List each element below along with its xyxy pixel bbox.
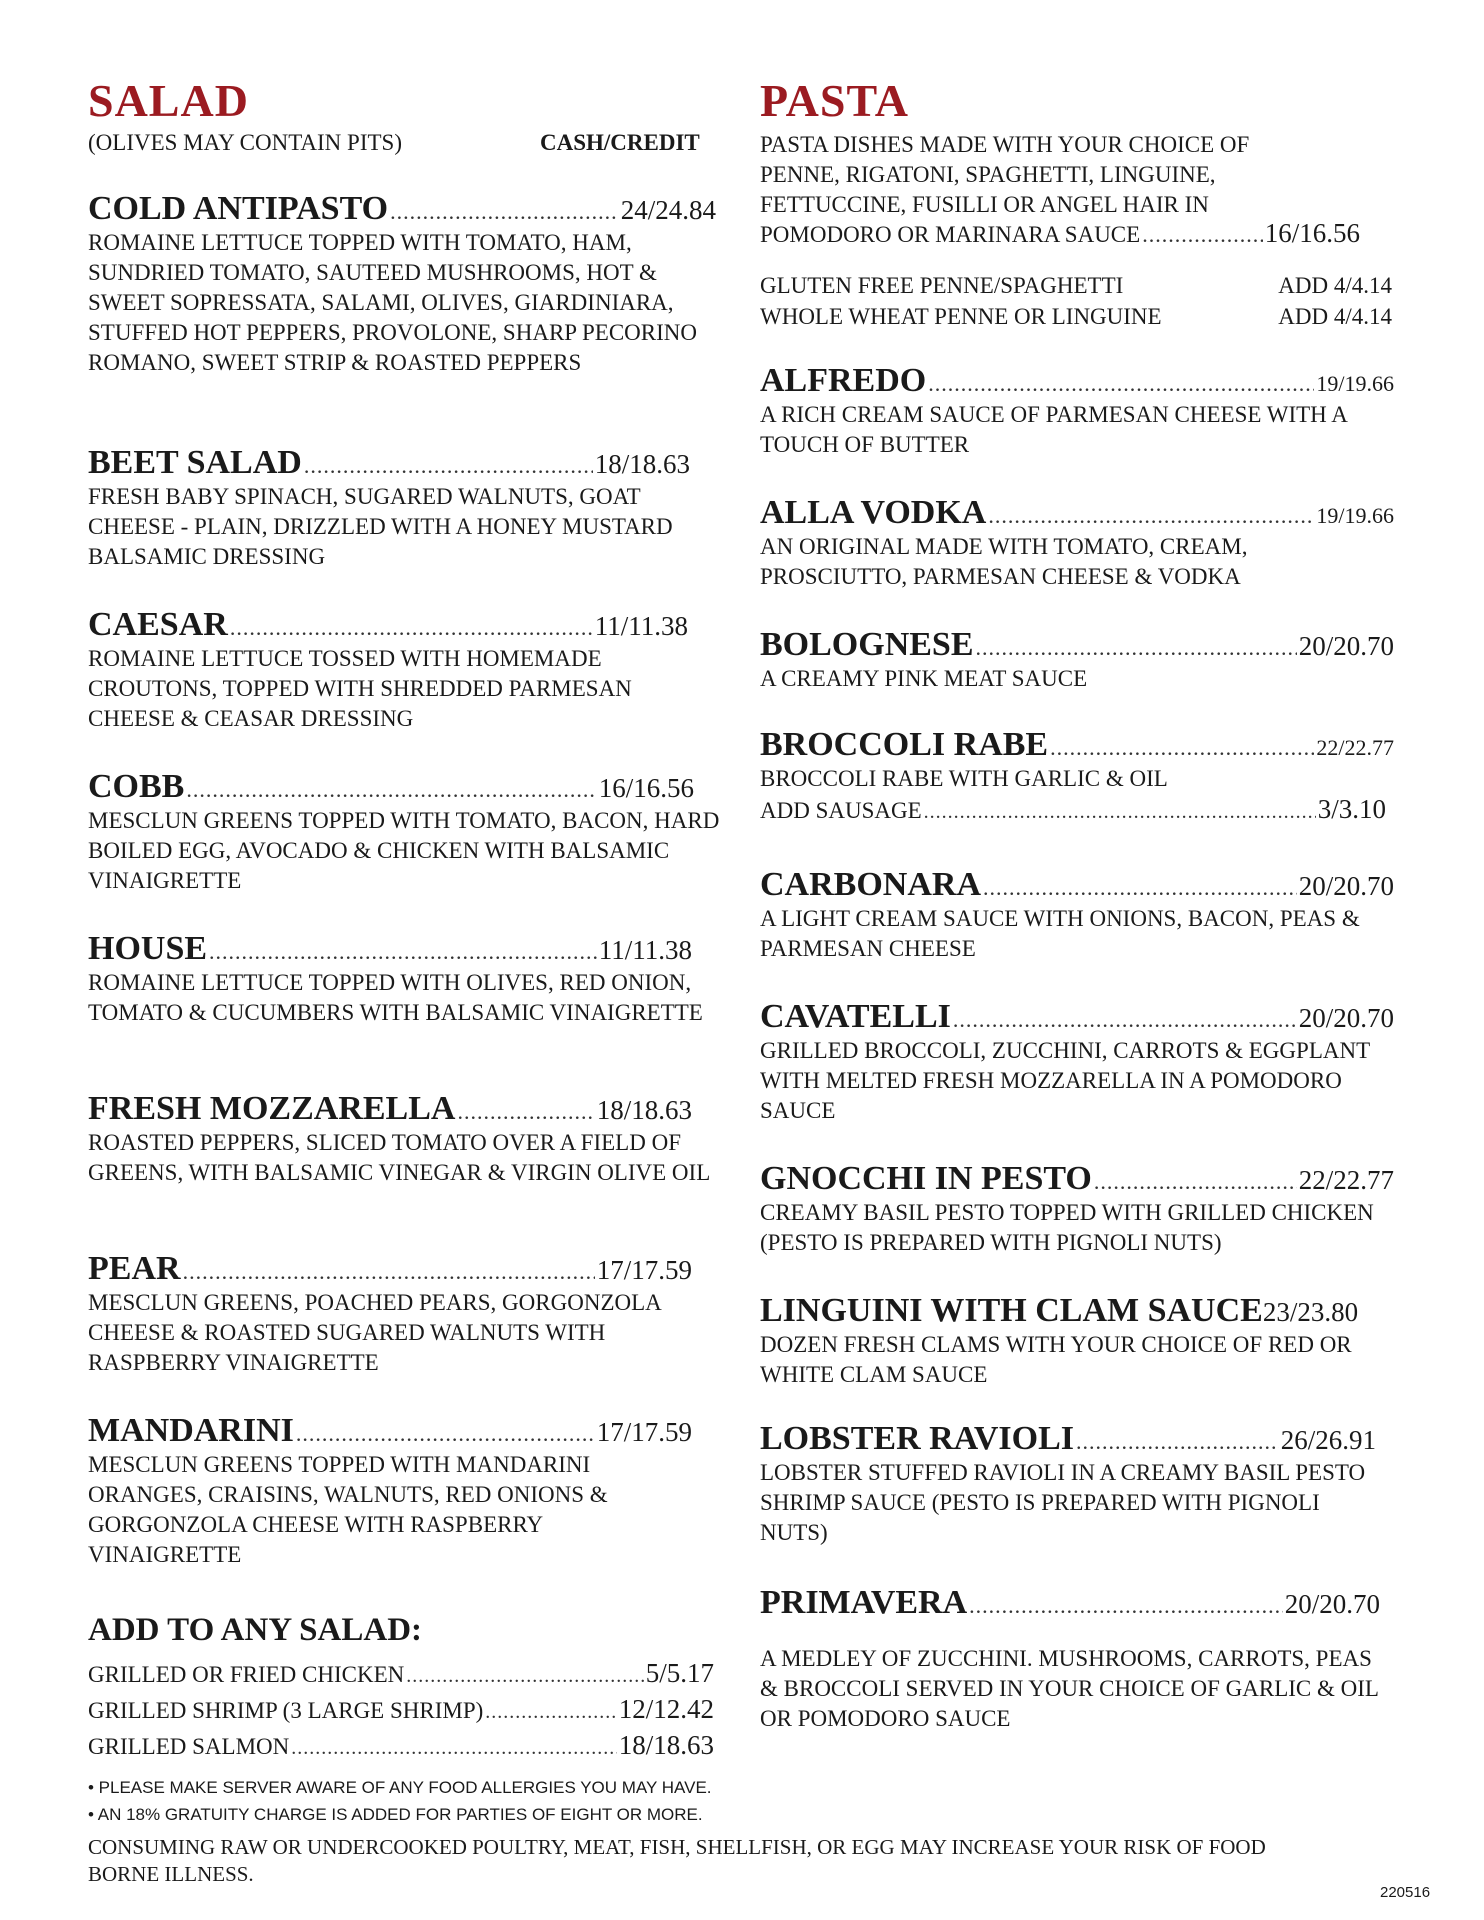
menu-item — [760, 1584, 1380, 1734]
addon-name: GRILLED SALMON — [88, 1734, 290, 1759]
salad-title: SALAD — [88, 75, 249, 126]
menu-item — [88, 1090, 711, 1188]
dot-leader — [186, 777, 596, 803]
item-price: 26/26.91 — [1280, 1425, 1376, 1455]
item-price: 20/20.70 — [1298, 871, 1394, 901]
item-price: 18/18.63 — [594, 449, 690, 479]
option-row — [760, 301, 1392, 332]
dot-leader — [230, 615, 593, 641]
dot-leader — [209, 939, 597, 965]
addons-list — [88, 1658, 714, 1766]
item-name: FRESH MOZZARELLA — [88, 1090, 456, 1127]
addon-price: 12/12.42 — [618, 1694, 714, 1724]
item-price: 22/22.77 — [1316, 735, 1394, 760]
item-header — [88, 190, 716, 228]
dot-leader — [1094, 1169, 1297, 1195]
item-name: BROCCOLI RABE — [760, 726, 1049, 763]
menu-item — [760, 1420, 1376, 1548]
menu-item — [88, 444, 690, 572]
dot-leader — [953, 1007, 1297, 1033]
item-description: MESCLUN GREENS, POACHED PEARS, GORGONZOLA CHEESE & ROASTED SUGARED WALNUTS WITH RASPBERRY VINAIGRETTE — [88, 1290, 661, 1375]
addon-name: GRILLED SHRIMP (3 LARGE SHRIMP) — [88, 1698, 484, 1723]
item-description: LOBSTER STUFFED RAVIOLI IN A CREAMY BASIL PESTO SHRIMP SAUCE (PESTO IS PREPARED WITH PIGNOLI NUTS) — [760, 1460, 1366, 1545]
dot-leader — [1076, 1429, 1279, 1455]
item-description: A CREAMY PINK MEAT SAUCE — [760, 666, 1088, 691]
item-description: AN ORIGINAL MADE WITH TOMATO, CREAM, PROSCIUTTO, PARMESAN CHEESE & VODKA — [760, 534, 1248, 589]
item-name: CAVATELLI — [760, 998, 951, 1035]
addon-price: 18/18.63 — [618, 1730, 714, 1760]
extra-label: ADD SAUSAGE — [760, 798, 922, 823]
item-price: 11/11.38 — [594, 611, 688, 641]
item-description: BROCCOLI RABE WITH GARLIC & OIL — [760, 766, 1168, 791]
item-name: PRIMAVERA — [760, 1584, 968, 1621]
pasta-intro: PASTA DISHES MADE WITH YOUR CHOICE OF PENNE, RIGATONI, SPAGHETTI, LINGUINE, FETTUCCINE, FUSILLI OR ANGEL HAIR IN — [760, 132, 1250, 217]
item-name: LOBSTER RAVIOLI — [760, 1420, 1074, 1457]
dot-leader — [1050, 735, 1314, 761]
pasta-title: PASTA — [760, 75, 909, 126]
item-price: 22/22.77 — [1298, 1165, 1394, 1195]
dot-leader — [924, 801, 1316, 824]
dot-leader — [969, 1593, 1283, 1619]
option-price: ADD 4/4.14 — [1278, 304, 1392, 329]
item-header — [88, 1412, 692, 1450]
addon-row — [88, 1658, 714, 1694]
extra-price: 3/3.10 — [1317, 794, 1386, 824]
menu-item — [760, 1160, 1394, 1258]
addons-title: ADD TO ANY SALAD: — [88, 1612, 423, 1648]
item-price: 19/19.66 — [1316, 371, 1394, 396]
item-name: ALFREDO — [760, 362, 927, 399]
item-description: A MEDLEY OF ZUCCHINI. MUSHROOMS, CARROTS, PEAS & BROCCOLI SERVED IN YOUR CHOICE OF GARLIC & OIL OR POMODORO SAUCE — [760, 1646, 1379, 1731]
option-row — [760, 270, 1392, 301]
item-price: 19/19.66 — [1316, 503, 1394, 528]
food-safety-warning: CONSUMING RAW OR UNDERCOOKED POULTRY, MEAT, FISH, SHELLFISH, OR EGG MAY INCREASE YOUR RISK OF FOOD BORNE ILLNESS. — [88, 1835, 1266, 1886]
item-description: ROASTED PEPPERS, SLICED TOMATO OVER A FIELD OF GREENS, WITH BALSAMIC VINEGAR & VIRGIN OLIVE OIL — [88, 1130, 711, 1185]
item-name: COBB — [88, 768, 185, 805]
payment-note: CASH/CREDIT — [540, 130, 700, 155]
menu-code: 220516 — [1380, 1884, 1431, 1901]
item-description: MESCLUN GREENS TOPPED WITH MANDARINI ORANGES, CRAISINS, WALNUTS, RED ONIONS & GORGONZOLA CHEESE WITH RASPBERRY VINAIGRETTE — [88, 1452, 608, 1567]
item-price: 23/23.80 — [1262, 1297, 1359, 1327]
item-header — [760, 626, 1394, 664]
item-header — [88, 606, 688, 644]
dot-leader — [304, 453, 593, 479]
menu-item — [88, 768, 720, 896]
dot-leader — [406, 1665, 643, 1688]
item-description: A RICH CREAM SAUCE OF PARMESAN CHEESE WITH A TOUCH OF BUTTER — [760, 402, 1347, 457]
item-name: GNOCCHI IN PESTO — [760, 1160, 1092, 1197]
item-price: 24/24.84 — [620, 195, 716, 225]
addon-price: 5/5.17 — [645, 1658, 714, 1688]
pasta-intro-price: 16/16.56 — [1264, 218, 1360, 248]
gratuity-note: • AN 18% GRATUITY CHARGE IS ADDED FOR PARTIES OF EIGHT OR MORE. — [88, 1805, 703, 1824]
menu-item — [88, 606, 688, 734]
extra-row — [760, 794, 1386, 830]
item-name: PEAR — [88, 1250, 181, 1287]
item-header — [88, 1250, 692, 1288]
item-description: GRILLED BROCCOLI, ZUCCHINI, CARROTS & EGGPLANT WITH MELTED FRESH MOZZARELLA IN A POMODORO SAUCE — [760, 1038, 1370, 1123]
dot-leader — [983, 875, 1297, 901]
item-name: HOUSE — [88, 930, 208, 967]
allergy-note: • PLEASE MAKE SERVER AWARE OF ANY FOOD ALLERGIES YOU MAY HAVE. — [88, 1778, 712, 1797]
dot-leader — [390, 199, 619, 225]
item-name: CARBONARA — [760, 866, 981, 903]
item-price: 20/20.70 — [1298, 1003, 1394, 1033]
addon-name: GRILLED OR FRIED CHICKEN — [88, 1662, 405, 1687]
dot-leader — [1142, 222, 1263, 248]
addon-row — [88, 1694, 714, 1730]
item-header — [760, 1292, 1400, 1330]
item-header — [88, 444, 690, 482]
item-price: 18/18.63 — [596, 1095, 692, 1125]
menu-item — [88, 190, 716, 378]
item-description: FRESH BABY SPINACH, SUGARED WALNUTS, GOAT CHEESE - PLAIN, DRIZZLED WITH A HONEY MUSTARD BALSAMIC DRESSING — [88, 484, 673, 569]
dot-leader — [183, 1259, 595, 1285]
item-header — [760, 362, 1394, 400]
menu-item — [88, 1250, 692, 1378]
item-name: BOLOGNESE — [760, 626, 974, 663]
dot-leader — [928, 371, 1314, 397]
dot-leader — [457, 1099, 594, 1125]
item-description: A LIGHT CREAM SAUCE WITH ONIONS, BACON, PEAS & PARMESAN CHEESE — [760, 906, 1360, 961]
item-description: DOZEN FRESH CLAMS WITH YOUR CHOICE OF RED OR WHITE CLAM SAUCE — [760, 1332, 1352, 1387]
item-price: 17/17.59 — [596, 1255, 692, 1285]
item-description: MESCLUN GREENS TOPPED WITH TOMATO, BACON, HARD BOILED EGG, AVOCADO & CHICKEN WITH BALSAMIC VINAIGRETTE — [88, 808, 720, 893]
item-header — [760, 998, 1394, 1036]
item-description: ROMAINE LETTUCE TOPPED WITH TOMATO, HAM, SUNDRIED TOMATO, SAUTEED MUSHROOMS, HOT & SWEET SOPRESSATA, SALAMI, OLIVES, GIARDINIARA, STUFFED HOT PEPPERS, PROVOLONE, SHARP PECORINO ROMANO, SWEET STRIP & ROASTED PEPPERS — [88, 230, 697, 375]
item-header — [760, 1160, 1394, 1198]
option-label: GLUTEN FREE PENNE/SPAGHETTI — [760, 273, 1124, 298]
item-header — [88, 1090, 692, 1128]
menu-item — [760, 998, 1394, 1126]
item-description: ROMAINE LETTUCE TOSSED WITH HOMEMADE CROUTONS, TOPPED WITH SHREDDED PARMESAN CHEESE & CEASAR DRESSING — [88, 646, 632, 731]
menu-item — [88, 1412, 692, 1570]
option-price: ADD 4/4.14 — [1278, 273, 1392, 298]
option-label: WHOLE WHEAT PENNE OR LINGUINE — [760, 304, 1162, 329]
item-header — [760, 1584, 1380, 1622]
dot-leader — [296, 1421, 595, 1447]
item-name: BEET SALAD — [88, 444, 302, 481]
dot-leader — [976, 635, 1297, 661]
item-header — [760, 494, 1394, 532]
olives-note: (OLIVES MAY CONTAIN PITS) — [88, 130, 402, 155]
pasta-intro-price-row — [760, 218, 1360, 249]
footer-notes — [88, 1774, 1288, 1828]
dot-leader — [485, 1701, 616, 1724]
item-header — [88, 930, 692, 968]
dot-leader — [988, 503, 1314, 529]
item-description: CREAMY BASIL PESTO TOPPED WITH GRILLED CHICKEN (PESTO IS PREPARED WITH PIGNOLI NUTS) — [760, 1200, 1374, 1255]
item-name: COLD ANTIPASTO — [88, 190, 389, 227]
item-header — [760, 1420, 1376, 1458]
pasta-options — [760, 270, 1392, 332]
menu-item — [760, 494, 1394, 592]
menu-item — [760, 726, 1394, 830]
menu-item — [760, 866, 1394, 964]
item-price: 17/17.59 — [596, 1417, 692, 1447]
item-name: ALLA VODKA — [760, 494, 987, 531]
menu-item — [760, 1292, 1400, 1390]
menu-item — [88, 930, 703, 1028]
item-name: CAESAR — [88, 606, 228, 643]
item-price: 16/16.56 — [598, 773, 694, 803]
menu-item — [760, 626, 1394, 694]
item-name: LINGUINI WITH CLAM SAUCE — [760, 1292, 1263, 1329]
item-price: 11/11.38 — [598, 935, 692, 965]
item-price: 20/20.70 — [1284, 1589, 1380, 1619]
pasta-intro-sauce: POMODORO OR MARINARA SAUCE — [760, 222, 1141, 247]
item-name: MANDARINI — [88, 1412, 294, 1449]
menu-item — [760, 362, 1394, 460]
item-header — [88, 768, 694, 806]
item-price: 20/20.70 — [1298, 631, 1394, 661]
dot-leader — [291, 1737, 616, 1760]
item-header — [760, 866, 1394, 904]
item-header — [760, 726, 1394, 764]
addon-row — [88, 1730, 714, 1766]
item-description: ROMAINE LETTUCE TOPPED WITH OLIVES, RED ONION, TOMATO & CUCUMBERS WITH BALSAMIC VINAIGRETTE — [88, 970, 703, 1025]
